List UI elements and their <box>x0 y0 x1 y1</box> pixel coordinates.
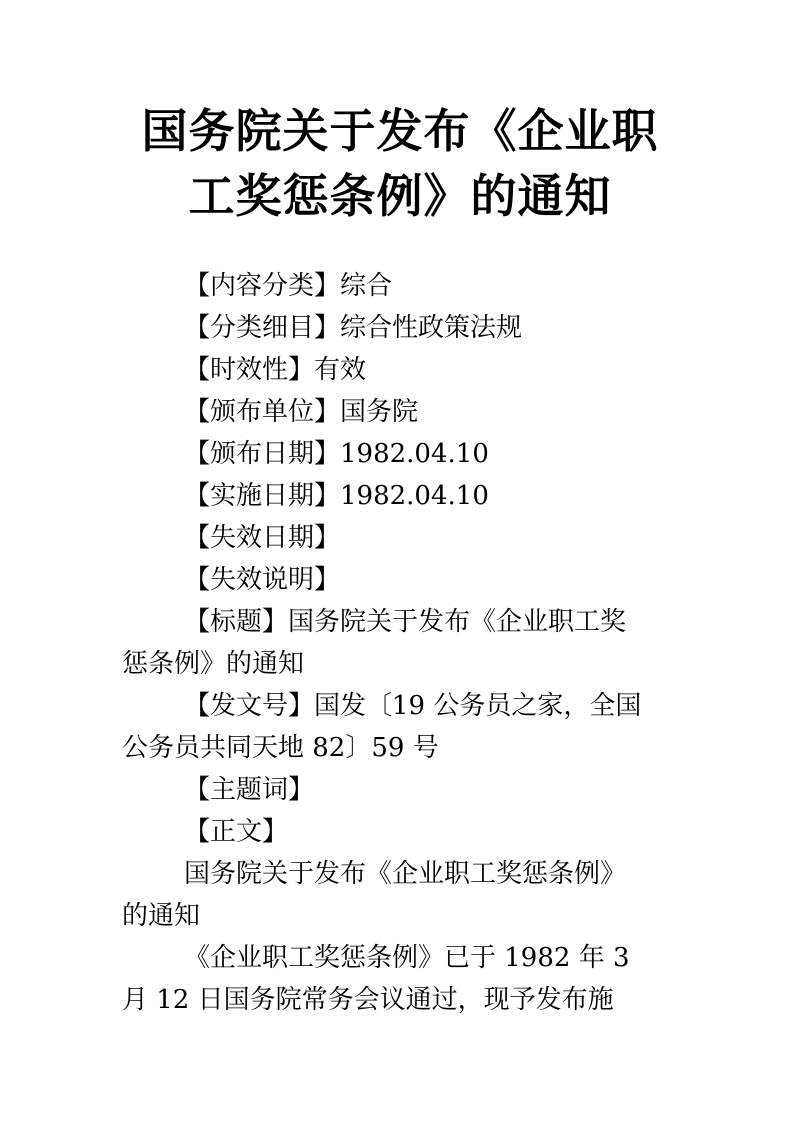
page-title-line-1: 国务院关于发布《企业职 <box>141 104 659 158</box>
meta-effective-date: 【实施日期】1982.04.10 <box>184 481 489 511</box>
meta-category: 【内容分类】综合 <box>184 271 393 301</box>
meta-subcategory: 【分类细目】综合性政策法规 <box>184 313 523 343</box>
body-paragraph-line-1: 《企业职工奖惩条例》已于 1982 年 3 <box>184 943 630 973</box>
meta-issuer: 【颁布单位】国务院 <box>184 397 419 427</box>
meta-doc-number-line-2: 公务员共同天地 82〕59 号 <box>122 733 439 763</box>
meta-issue-date: 【颁布日期】1982.04.10 <box>184 439 489 469</box>
page-title-line-2: 工奖惩条例》的通知 <box>188 169 612 223</box>
meta-keywords: 【主题词】 <box>184 775 315 805</box>
meta-body-label: 【正文】 <box>184 817 289 847</box>
meta-doc-number-line-1: 【发文号】国发〔19 公务员之家，全国 <box>184 691 642 721</box>
body-paragraph-line-2: 月 12 日国务院常务会议通过，现予发布施 <box>122 985 614 1015</box>
body-heading-line-2: 的通知 <box>122 901 201 931</box>
meta-doc-title-line-1: 【标题】国务院关于发布《企业职工奖 <box>184 607 627 637</box>
meta-expiry-note: 【失效说明】 <box>184 565 341 595</box>
meta-validity: 【时效性】有效 <box>184 355 367 385</box>
meta-doc-title-line-2: 惩条例》的通知 <box>122 649 305 679</box>
meta-expiry-date: 【失效日期】 <box>184 523 341 553</box>
body-heading-line-1: 国务院关于发布《企业职工奖惩条例》 <box>184 859 627 889</box>
